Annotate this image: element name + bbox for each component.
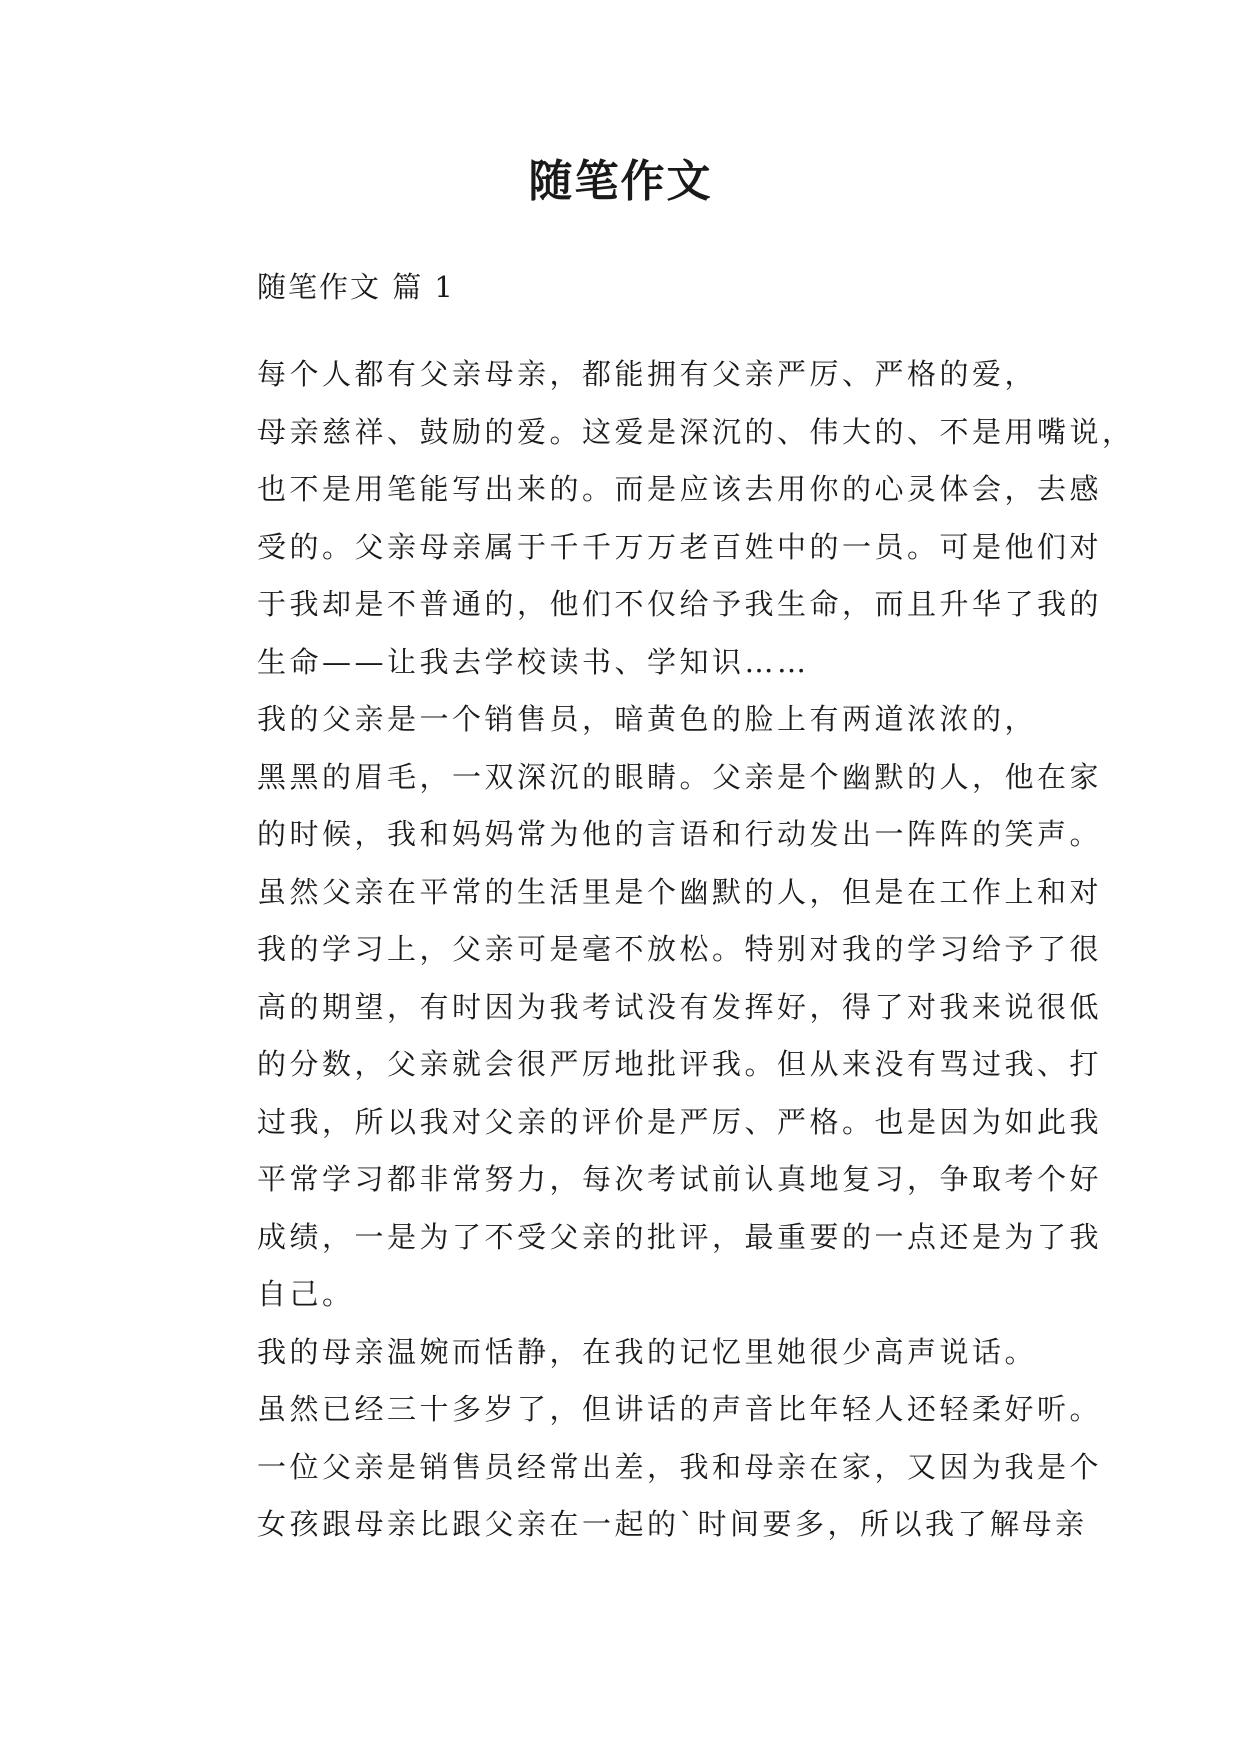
text-line: 受的。父亲母亲属于千千万万老百姓中的一员。可是他们对 [257,529,1103,564]
text-line: 高的期望，有时因为我考试没有发挥好，得了对我来说很低 [257,989,1103,1024]
text-line: 女孩跟母亲比跟父亲在一起的`时间要多，所以我了解母亲 [257,1507,1088,1541]
text-line: 也不是用笔能写出来的。而是应该去用你的心灵体会，去感 [257,472,1103,506]
body-text [193,346,1135,1554]
document-title: 随笔作文 [528,156,713,207]
text-line: 于我却是不普通的，他们不仅给予我生命，而且升华了我的 [257,587,1103,621]
text-line: 平常学习都非常努力，每次考试前认真地复习，争取考个好 [257,1162,1103,1196]
paragraph-3 [193,1324,1103,1554]
text-line: 我的父亲是一个销售员，暗黄色的脸上有两道浓浓的， [257,702,1038,736]
text-line: 生命——让我去学校读书、学知识…… [257,644,810,679]
section-heading: 随笔作文 篇 1 [257,270,455,304]
text-line: 一位父亲是销售员经常出差，我和母亲在家，又因为我是个 [257,1449,1103,1484]
text-line: 的时候，我和妈妈常为他的言语和行动发出一阵阵的笑声。 [257,817,1103,851]
text-line: 过我，所以我对父亲的评价是严厉、严格。也是因为如此我 [257,1104,1103,1139]
text-line: 成绩，一是为了不受父亲的批评，最重要的一点还是为了我 [257,1219,1103,1254]
text-line: 每个人都有父亲母亲，都能拥有父亲严厉、严格的爱， [257,357,1038,391]
text-line: 我的母亲温婉而恬静，在我的记忆里她很少高声说话。 [257,1334,1038,1369]
text-line: 虽然父亲在平常的生活里是个幽默的人，但是在工作上和对 [257,874,1103,909]
text-line: 虽然已经三十多岁了，但讲话的声音比年轻人还轻柔好听。 [257,1392,1103,1426]
paragraph-2 [193,691,1103,1324]
text-line: 母亲慈祥、鼓励的爱。这爱是深沉的、伟大的、不是用嘴说， [257,414,1135,449]
text-line: 自己。 [257,1277,355,1311]
text-line: 的分数，父亲就会很严厉地批评我。但从来没有骂过我、打 [257,1047,1103,1081]
paragraph-1 [193,346,1135,691]
text-line: 黑黑的眉毛，一双深沉的眼睛。父亲是个幽默的人，他在家 [257,759,1103,794]
text-line: 我的学习上，父亲可是毫不放松。特别对我的学习给予了很 [257,932,1103,966]
